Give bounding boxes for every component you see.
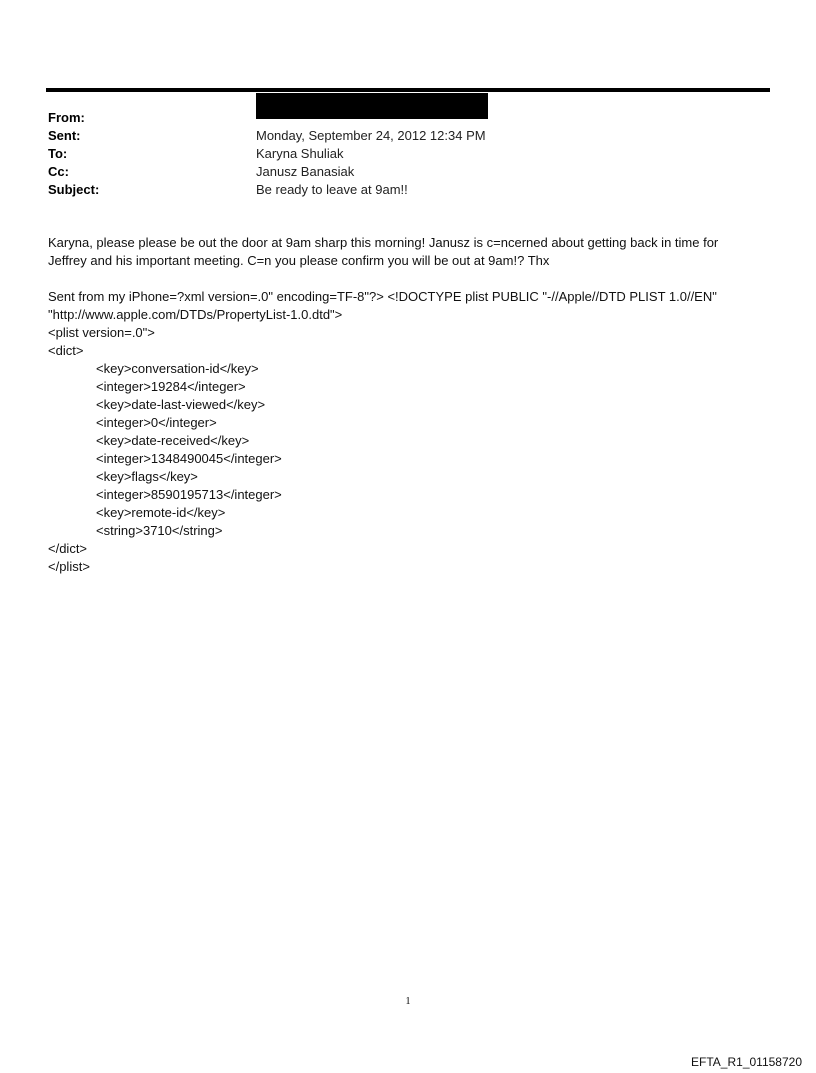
dict-close-line: </dict> <box>48 541 88 556</box>
body-text-line: Karyna, please please be out the door at 9am sharp this morning! Janusz is c=ncerned about getting back in time for <box>48 235 719 250</box>
from-label: From: <box>48 110 85 125</box>
redaction-block <box>256 93 488 119</box>
sent-value: Monday, September 24, 2012 12:34 PM <box>256 128 486 143</box>
dict-line: <integer>8590195713</integer> <box>96 487 282 502</box>
to-label: To: <box>48 146 68 161</box>
subject-row <box>48 181 768 199</box>
dict-line: <integer>19284</integer> <box>96 379 246 394</box>
signature-line: "http://www.apple.com/DTDs/PropertyList-1.0.dtd"> <box>48 307 343 322</box>
header-divider <box>46 88 770 92</box>
signature-line: Sent from my iPhone=?xml version=.0" encoding=TF-8"?> <!DOCTYPE plist PUBLIC "-//Apple//DTD PLIST 1.0//EN" <box>48 289 717 304</box>
dict-line: <integer>0</integer> <box>96 415 217 430</box>
cc-row <box>48 163 768 181</box>
cc-label: Cc: <box>48 164 69 179</box>
from-row <box>48 106 768 127</box>
dict-line: <key>conversation-id</key> <box>96 361 259 376</box>
dict-line: <string>3710</string> <box>96 523 223 538</box>
email-header <box>48 106 768 199</box>
dict-line: <integer>1348490045</integer> <box>96 451 282 466</box>
dict-line: <key>remote-id</key> <box>96 505 226 520</box>
plist-close-line: </plist> <box>48 559 90 574</box>
dict-line: <key>date-received</key> <box>96 433 250 448</box>
plist-open-line: <plist version=.0"> <box>48 325 155 340</box>
sent-label: Sent: <box>48 128 81 143</box>
dict-line: <key>date-last-viewed</key> <box>96 397 266 412</box>
dict-open-line: <dict> <box>48 343 84 358</box>
page-number: 1 <box>405 996 411 1007</box>
to-row <box>48 145 768 163</box>
subject-value: Be ready to leave at 9am!! <box>256 182 408 197</box>
cc-value: Janusz Banasiak <box>256 164 355 179</box>
bates-number: EFTA_R1_01158720 <box>691 1055 802 1069</box>
email-body <box>48 234 768 576</box>
subject-label: Subject: <box>48 182 100 197</box>
to-value: Karyna Shuliak <box>256 146 344 161</box>
dict-line: <key>flags</key> <box>96 469 198 484</box>
paragraph-gap <box>48 270 768 288</box>
sent-row <box>48 127 768 145</box>
body-text-line: Jeffrey and his important meeting. C=n you please confirm you will be out at 9am!? Thx <box>48 253 550 268</box>
